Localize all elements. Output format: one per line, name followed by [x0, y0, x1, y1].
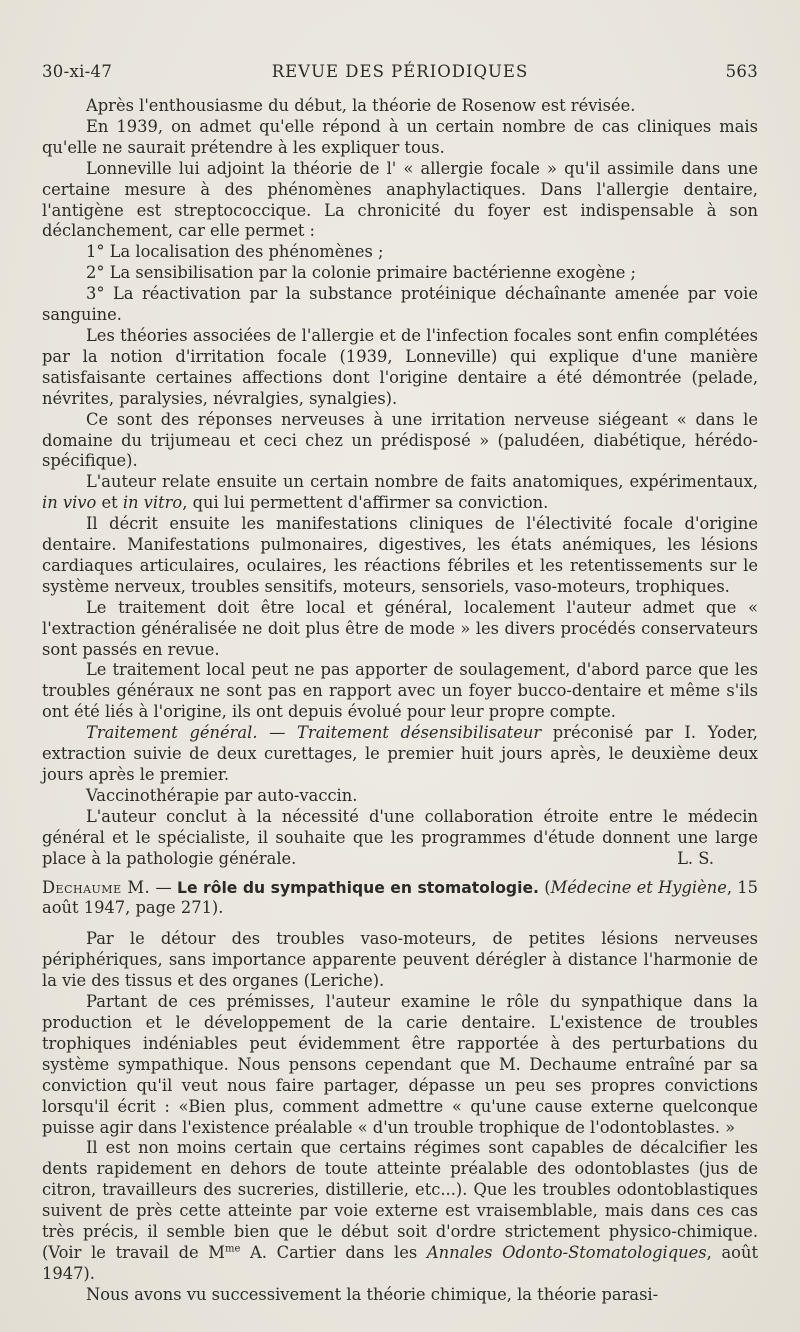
text-run: , août 1947). — [42, 1242, 758, 1283]
text-run: préconisé par I. Yoder, extraction suivie de deux curettages, le premier huit jours après, le deuxième deux jours après le premier. — [42, 723, 758, 784]
list-item: 3° La réactivation par la substance protéinique déchaînante amenée par voie sanguine. — [42, 284, 758, 325]
paragraph: Il décrit ensuite les manifestations cliniques de l'électivité focale d'origine dentaire. Manifestations pulmonaires, digestives, les états anémiques, les lésions cardiaques articulaires, oculaires, les réactions fébriles et les retentissements sur le système nerveux, troubles sensitifs, moteurs, sensoriels, vaso-moteurs, trophiques. — [42, 514, 758, 596]
signature-initials: L. S. — [677, 848, 714, 868]
paragraph: Vaccinothérapie par auto-vaccin. — [86, 785, 358, 805]
reference-line — [42, 878, 758, 920]
italic-run: Traitement désensibilisateur — [297, 723, 542, 743]
paragraph: En 1939, on admet qu'elle répond à un certain nombre de cas cliniques mais qu'elle ne saurait prétendre à les expliquer tous. — [42, 116, 758, 157]
text-run: , 15 août 1947, page 271). — [42, 877, 759, 918]
article-reference — [42, 878, 758, 920]
reference-title: Le rôle du sympathique en stomatologie. — [177, 878, 539, 897]
spacer — [42, 919, 758, 929]
paragraph — [42, 1138, 758, 1284]
paragraph: Le traitement local peut ne pas apporter de soulagement, d'abord parce que les troubles généraux ne sont pas en rapport avec un foyer bucco-dentaire et même s'ils ont été liés à l'origine, ils ont depuis évolué pour leur propre compte. — [42, 660, 758, 722]
italic-run: Traitement général. — [86, 723, 258, 743]
paragraph: Ce sont des réponses nerveuses à une irritation nerveuse siégeant « dans le domaine du trijumeau et ceci chez un prédisposé » (paludéen, diabétique, hérédo-spécifique). — [42, 409, 758, 471]
reference-author: Dechaume M. — [42, 877, 151, 897]
reference-journal: Médecine et Hygiène — [550, 877, 727, 897]
italic-run: in vivo — [42, 493, 97, 513]
paragraph: Les théories associées de l'allergie et de l'infection focales sont enfin complétées par la notion d'irritation focale (1939, Lonneville) qui explique d'une manière satisfaisante certaines affections dont l'origine dentaire a été démontrée (pelade, névrites, paralysies, névralgies, synalgies). — [42, 325, 758, 408]
paragraph — [42, 807, 758, 870]
paragraph: Par le détour des troubles vaso-moteurs, de petites lésions nerveuses périphériques, sans importance apparente peuvent dérégler à distance l'harmonie de la vie des tissus et des organes (Leriche). — [42, 929, 758, 991]
paragraph: Le traitement doit être local et général, localement l'auteur admet que « l'extraction généralisée ne doit plus être de mode » les divers procédés conservateurs sont passés en revue. — [42, 597, 758, 659]
paragraph: Après l'enthousiasme du début, la théorie de Rosenow est révisée. — [86, 96, 636, 115]
header-page-number: 563 — [725, 62, 758, 81]
paragraph: Nous avons vu successivement la théorie chimique, la théorie parasi- — [86, 1284, 659, 1304]
text-run: ( — [538, 877, 551, 897]
italic-run: in vitro — [122, 493, 183, 513]
text-run: et — [96, 493, 123, 513]
text-run: — — [257, 723, 298, 743]
header-date: 30-xi-47 — [42, 62, 113, 81]
italic-run: Annales Odonto-Stomatologiques — [426, 1242, 707, 1262]
paragraph: Partant de ces prémisses, l'auteur examine le rôle du synpathique dans la production et le développement de la carie dentaire. L'existence de troubles trophiques indéniables peut évidemment être rapportée à des perturbations du système sympathique. Nous pensons cependant que M. Dechaume entraîné par sa conviction qu'il veut nous faire partager, dépasse un peu ses propres convictions lorsqu'il écrit : «Bien plus, comment admettre « qu'une cause externe quelconque puisse agir dans l'existence préalable « d'un trouble trophique de l'odontoblastes. » — [42, 992, 758, 1137]
article-body — [42, 96, 758, 1306]
list-item: 1° La localisation des phénomènes ; — [86, 242, 384, 262]
list-item: 2° La sensibilisation par la colonie primaire bactérienne exogène ; — [86, 263, 636, 283]
superscript: me — [224, 1243, 241, 1255]
text-run: Il est non moins certain que certains régimes sont capables de décalcifier les dents rapidement en dehors de toute atteinte préalable des odontoblastes (jus de citron, travailleurs des sucreries, distillerie, etc...). Que les troubles odontoblastiques suivent de près cette atteinte par voie externe est vraisemblable, mais dans ces cas très précis, il semble bien que le début soit d'ordre strictement physico-chimique. (Voir le travail de M — [42, 1138, 758, 1262]
paragraph — [42, 472, 758, 514]
text-run: L'auteur relate ensuite un certain nombre de faits anatomiques, expérimentaux, — [86, 472, 758, 492]
running-header — [42, 62, 758, 88]
text-run: , qui lui permettent d'affirmer sa conviction. — [182, 493, 549, 513]
text-run: A. Cartier dans les — [240, 1242, 427, 1262]
paragraph: Lonneville lui adjoint la théorie de l' « allergie focale » qu'il assimile dans une certaine mesure à des phénomènes anaphylactiques. Dans l'allergie dentaire, l'antigène est streptococcique. La chronicité du foyer est indispensable à son déclanchement, car elle permet : — [42, 158, 758, 241]
paragraph — [42, 723, 758, 786]
text-run: L'auteur conclut à la nécessité d'une collaboration étroite entre le médecin général et le spécialiste, il souhaite que les programmes d'étude donnent une large place à la pathologie générale. — [42, 806, 758, 868]
header-journal-title: REVUE DES PÉRIODIQUES — [271, 62, 529, 81]
text-run: — — [150, 877, 178, 897]
